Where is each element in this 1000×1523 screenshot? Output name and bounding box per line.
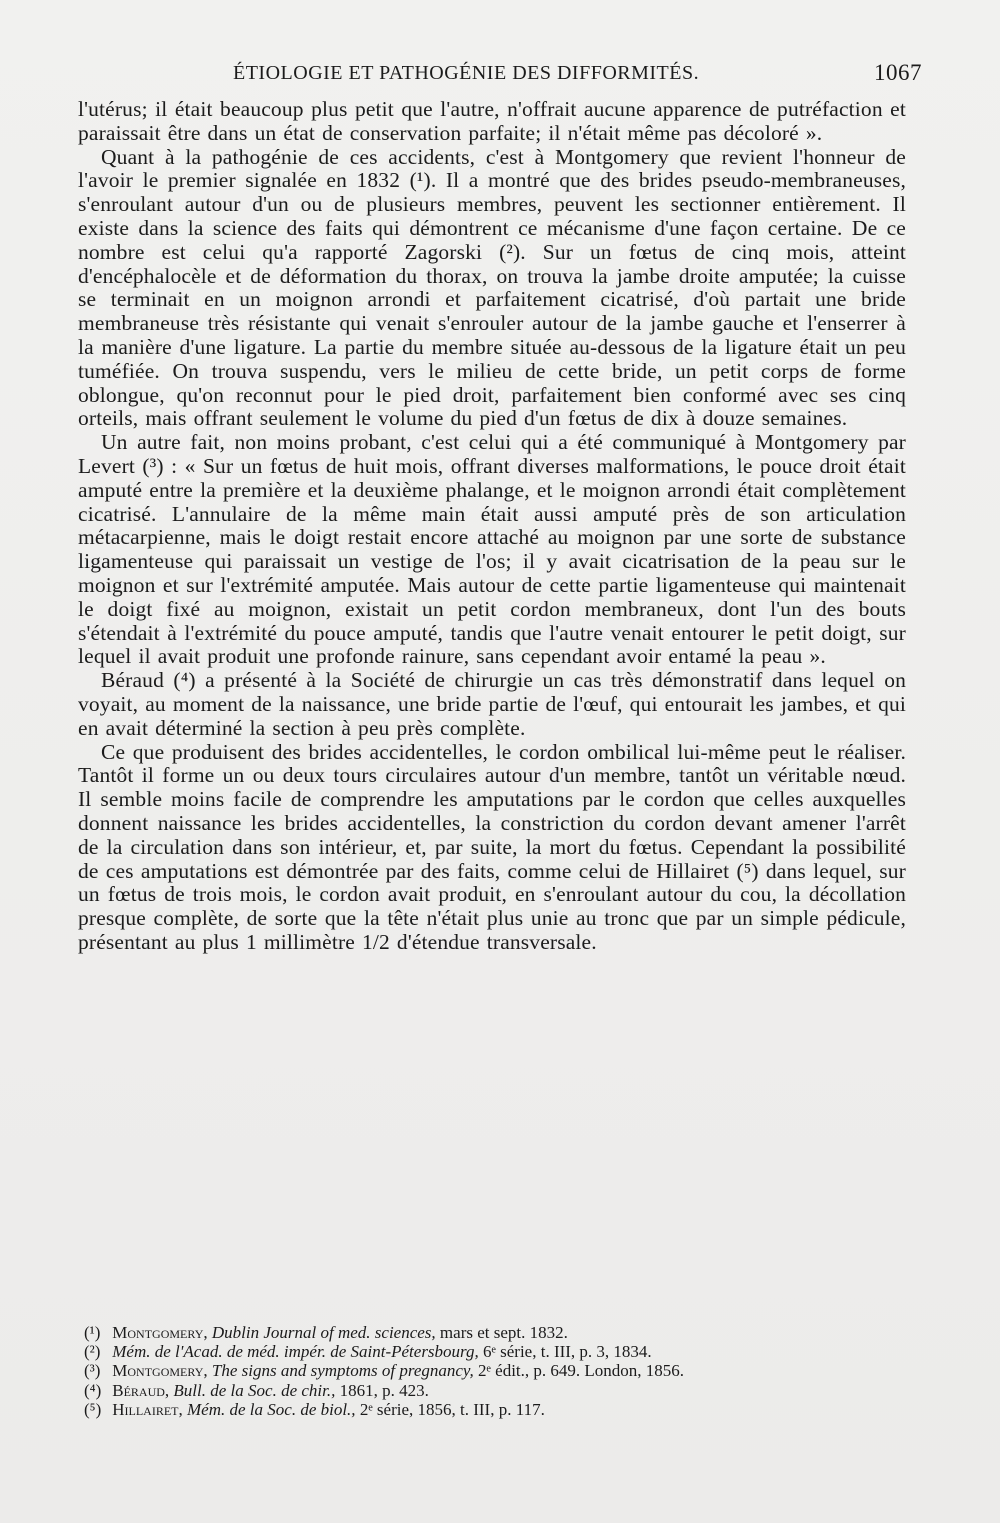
footnote-details: mars et sept. 1832. bbox=[439, 1323, 568, 1342]
footnote-author: Hillairet, bbox=[112, 1399, 183, 1419]
footnote-details: 2ᵉ édit., p. 649. London, 1856. bbox=[478, 1361, 685, 1381]
footnote-work: Mém. de la Soc. de biol., bbox=[187, 1399, 356, 1419]
paragraph-beraud: Béraud (⁴) a présenté à la Société de chirurgie un cas très démonstratif dans lequel on voyait, au moment de la naissance, une bride partie de l'œuf, qui entourait les jambes, et qui en avait déterminé la section à peu près complète. bbox=[78, 668, 906, 740]
footnote-details: 1861, p. 423. bbox=[339, 1380, 429, 1400]
footnote-marker: (²) bbox=[84, 1342, 101, 1362]
paragraph-levert: Un autre fait, non moins probant, c'est celui qui a été communiqué à Montgomery par Levert (³) : « Sur un fœtus de huit mois, offrant diverses malformations, le pouce droit était amputé entre la première et la deuxième phalange, et le moignon arrondi était complètement cicatrisé. L'annulaire de la même main était aussi amputé près de son articulation métacarpienne, mais le doigt restait encore attaché au moignon par une sorte de substance ligamenteuse qui paraissait un vestige de l'os; il y avait cicatrisation de la peau sur le moignon et sur l'extrémité amputée. Mais autour de cette partie ligamenteuse qui maintenait le doigt fixé au moignon, existait un petit cordon membraneux, dont l'un des bouts s'étendait à l'extrémité du pouce amputé, tandis que l'autre venait entourer le petit doigt, sur lequel il avait produit une profonde rainure, sans cependant avoir entamé la peau ». bbox=[78, 430, 906, 669]
footnote-3 bbox=[84, 1361, 884, 1380]
footnote-marker: (¹) bbox=[84, 1323, 101, 1342]
page-number: 1067 bbox=[874, 60, 922, 85]
footnote-4 bbox=[84, 1381, 884, 1400]
paragraph-continuation: l'utérus; il était beaucoup plus petit que l'autre, n'offrait aucune apparence de putréfaction et paraissait être dans un état de conservation parfaite; il n'était même pas décoloré ». bbox=[78, 97, 906, 145]
footnote-marker: (⁴) bbox=[84, 1380, 102, 1400]
paragraph-cordon-ombilical: Ce que produisent des brides accidentelles, le cordon ombilical lui-même peut le réaliser. Tantôt il forme un ou deux tours circulaires autour d'un membre, tantôt un véritable nœud. Il semble moins facile de comprendre les amputations par le cordon que celles auxquelles donnent naissance les brides accidentelles, la constriction du cordon devant amener l'arrêt de la circulation dans son intérieur, et, par suite, la mort du fœtus. Cependant la possibilité de ces amputations est démontrée par des faits, comme celui de Hillairet (⁵) dans lequel, sur un fœtus de trois mois, le cordon avait produit, en s'enroulant autour du cou, la décollation presque complète, de sorte que la tête n'était plus unie au tronc que par un simple pédicule, présentant au plus 1 millimètre 1/2 d'étendue transversale. bbox=[78, 739, 906, 954]
paragraph-montgomery: Quant à la pathogénie de ces accidents, c'est à Montgomery que revient l'honneur de l'avoir le premier signalée en 1832 (¹). Il a montré que des brides pseudo-membraneuses, s'enroulant autour d'un ou de plusieurs membres, peuvent les sectionner entièrement. Il existe dans la science des faits qui démontrent ce mécanisme d'une façon certaine. De ce nombre est celui qu'a rapporté Zagorski (²). Sur un fœtus de cinq mois, atteint d'encéphalocèle et de déformation du thorax, on trouva la jambe droite amputée; la cuisse se terminait en un moignon arrondi et parfaitement cicatrisé, d'où partait une bride membraneuse très résistante qui venait s'enrouler autour de la jambe gauche et l'enserrer à la manière d'une ligature. La partie du membre située au-dessous de la ligature était un peu tuméfiée. On trouva suspendu, vers le milieu de cette bride, un petit corps de forme oblongue, qu'on reconnut pour le pied droit, parfaitement bien conformé avec ses cinq orteils, mais offrant seulement le volume du pied d'un fœtus de dix à douze semaines. bbox=[78, 144, 906, 431]
body-text bbox=[78, 98, 906, 955]
footnote-marker: (³) bbox=[84, 1361, 101, 1381]
footnote-author: Montgomery, bbox=[112, 1361, 208, 1381]
footnote-1 bbox=[84, 1323, 884, 1342]
footnote-2 bbox=[84, 1342, 884, 1361]
running-head bbox=[78, 62, 922, 92]
footnote-work: Bull. de la Soc. de chir., bbox=[173, 1380, 336, 1400]
footnote-5 bbox=[84, 1400, 884, 1419]
footnote-author: Montgomery, bbox=[112, 1323, 208, 1342]
footnote-work: Mém. de l'Acad. de méd. impér. de Saint-Pétersbourg, bbox=[112, 1342, 479, 1362]
footnotes bbox=[84, 1323, 884, 1419]
footnote-marker: (⁵) bbox=[84, 1399, 102, 1419]
footnote-work: Dublin Journal of med. sciences, bbox=[211, 1323, 436, 1342]
footnote-author: Béraud, bbox=[112, 1380, 170, 1400]
running-head-title: ÉTIOLOGIE ET PATHOGÉNIE DES DIFFORMITÉS. bbox=[233, 62, 700, 84]
footnote-details: 6ᵉ série, t. III, p. 3, 1834. bbox=[483, 1342, 652, 1362]
footnote-details: 2ᵉ série, 1856, t. III, p. 117. bbox=[359, 1399, 545, 1419]
footnote-work: The signs and symptoms of pregnancy, bbox=[211, 1361, 474, 1381]
